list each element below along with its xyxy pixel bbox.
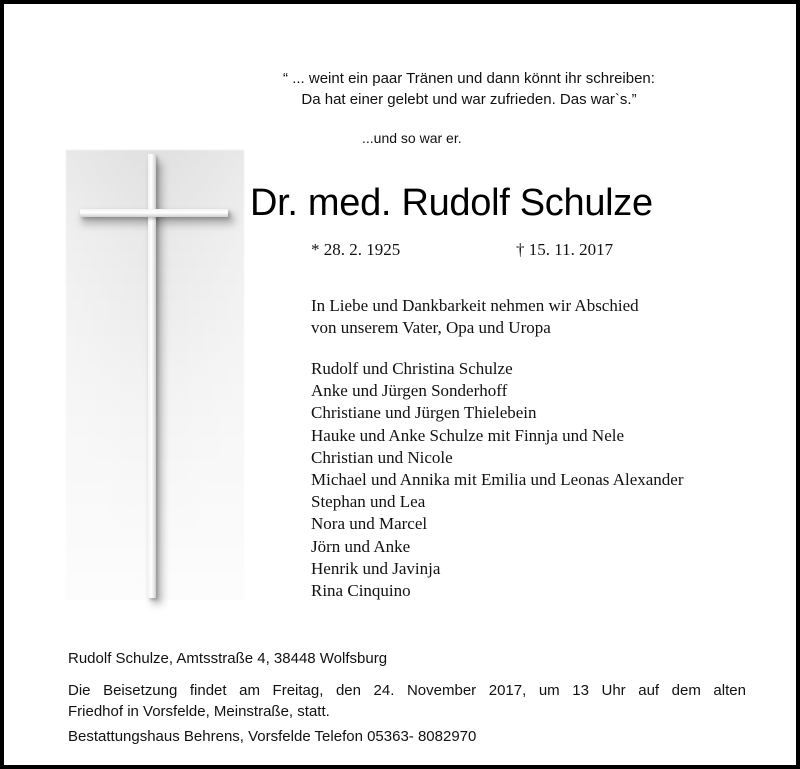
deceased-name: Dr. med. Rudolf Schulze [250,182,653,224]
death-date: † 15. 11. 2017 [516,240,614,259]
burial-word: auf [638,682,660,699]
mourner-entry: Anke und Jürgen Sonderhoff [311,381,508,401]
quote-tagline: ...und so war er. [362,130,462,146]
burial-word: den [335,682,361,699]
epigraph-quote [244,68,694,110]
mourners-list [311,358,684,602]
mourner-entry: Stephan und Lea [311,492,426,512]
mourner-entry: Christian und Nicole [311,447,453,467]
burial-notice [68,680,748,722]
burial-word: 24. [373,682,395,699]
quote-line-2: Da hat einer gelebt und war zufrieden. Das war`s.” [301,91,637,108]
mourner-entry: Rina Cinquino [311,581,411,601]
mourner-entry: Hauke und Anke Schulze mit Finnja und Nele [311,425,625,445]
mourner-entry: Henrik und Javinja [311,558,441,578]
cross-beam-horizontal [80,209,228,217]
burial-word: am [239,682,260,699]
birth-date: * 28. 2. 1925 [311,240,401,259]
farewell-line-1: In Liebe und Dankbarkeit nehmen wir Abschied [311,296,639,315]
burial-word: findet [189,682,227,699]
mourner-entry: Michael und Annika mit Emilia und Leonas Alexander [311,470,684,490]
burial-word: November [406,682,477,699]
mourner-entry: Rudolf und Christina Schulze [311,359,513,378]
mourner-entry: Christiane und Jürgen Thielebein [311,403,537,423]
burial-word: alten [713,682,746,699]
burial-word: Uhr [601,682,626,699]
farewell-text [311,295,639,339]
burial-notice-line-1 [68,680,746,701]
burial-notice-line-2: Friedhof in Vorsfelde, Meinstraße, statt. [68,703,330,720]
quote-line-1: “ ... weint ein paar Tränen und dann könnt ihr schreiben: [283,70,655,87]
farewell-line-2: von unserem Vater, Opa und Uropa [311,318,551,337]
cross-beam-vertical [148,154,156,598]
burial-word: Die [68,682,91,699]
burial-word: Beisetzung [103,682,178,699]
burial-word: 2017, [488,682,527,699]
funeral-home-contact: Bestattungshaus Behrens, Vorsfelde Telefon 05363- 8082970 [68,728,477,745]
mourner-entry: Jörn und Anke [311,536,411,556]
mourner-entry: Nora und Marcel [311,514,428,534]
burial-word: dem [671,682,701,699]
burial-word: um [538,682,560,699]
contact-address: Rudolf Schulze, Amtsstraße 4, 38448 Wolfsburg [68,650,388,667]
burial-word: Freitag, [272,682,324,699]
burial-word: 13 [572,682,589,699]
